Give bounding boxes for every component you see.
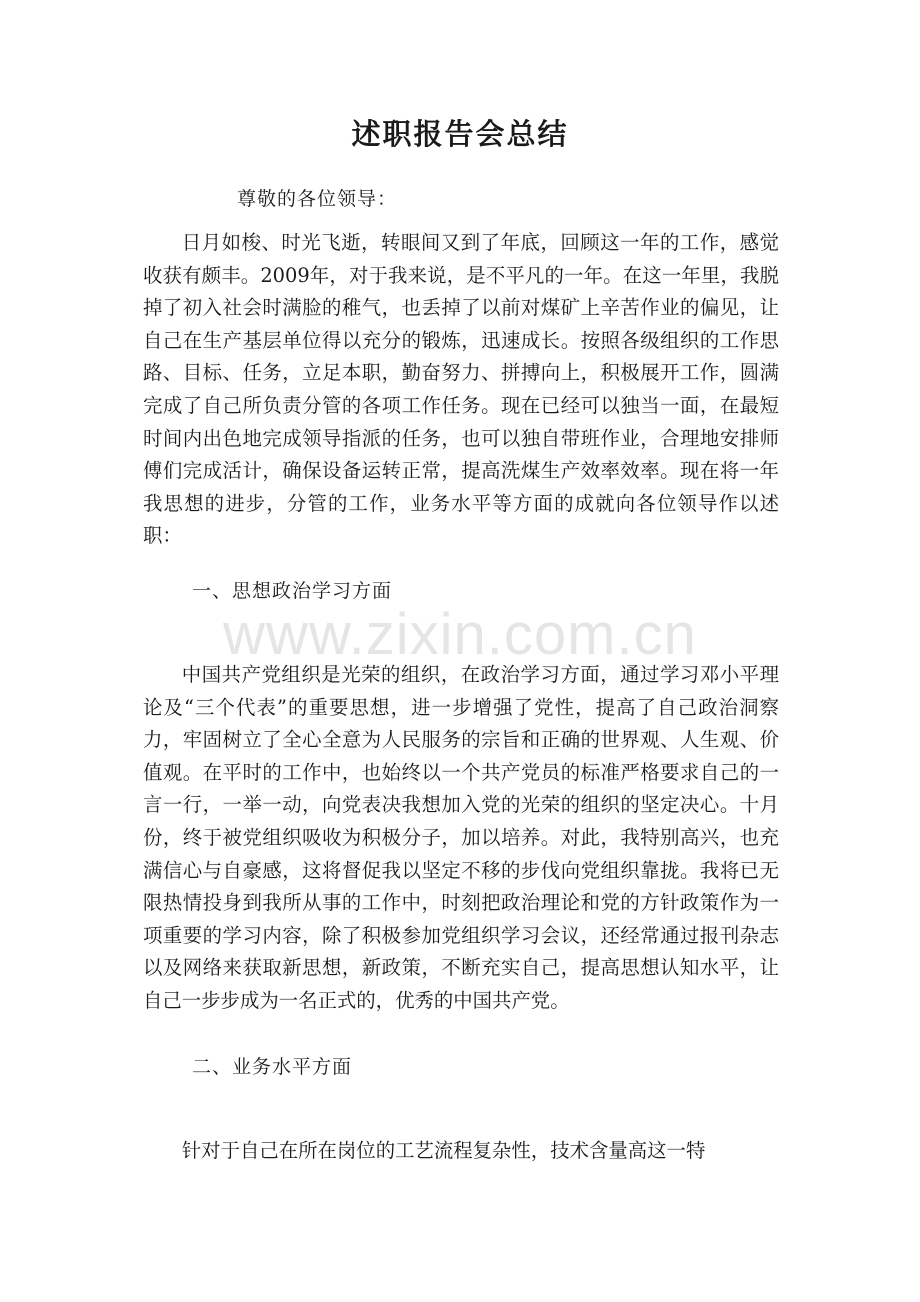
paragraph-business-level: 针对于自己在所在岗位的工艺流程复杂性，技术含量高这一特: [181, 1139, 706, 1162]
salutation: 尊敬的各位领导：: [237, 188, 398, 210]
document-title: 述职报告会总结: [351, 117, 569, 151]
paragraph-intro: 日月如梭、时光飞逝，转眼间又到了年底，回顾这一年的工作，感觉收获有颇丰。2009年，对于我来说，是不平凡的一年。在这一年里，我脱掉了初入社会时满脸的稚气，也丢掉了以前对煤矿上辛苦作业的偏见，让自己在生产基层单位得以充分的锻炼，迅速成长。按照各级组织的工作思路、目标、任务，立足本职，勤奋努力、拼搏向上，积极展开工作，圆满完成了自己所负责分管的各项工作任务。现在已经可以独当一面，在最短时间内出色地完成领导指派的任务，也可以独自带班作业，合理地安排师傅们完成活计，确保设备运转正常，提高洗煤生产效率效率。现在将一年我思想的进步，分管的工作，业务水平等方面的成就向各位领导作以述职：: [143, 231, 779, 548]
section-heading-business-level: 二、业务水平方面: [192, 1056, 353, 1078]
section-heading-political-study: 一、思想政治学习方面: [192, 580, 393, 602]
paragraph-political-study: 中国共产党组织是光荣的组织，在政治学习方面，通过学习邓小平理论及“三个代表”的重要思想，进一步增强了党性，提高了自己政治洞察力，牢固树立了全心全意为人民服务的宗旨和正确的世界观、人生观、价值观。在平时的工作中，也始终以一个共产党员的标准严格要求自己的一言一行，一举一动，向党表决我想加入党的光荣的组织的坚定决心。十月份，终于被党组织吸收为积极分子，加以培养。对此，我特别高兴，也充满信心与自豪感，这将督促我以坚定不移的步伐向党组织靠拢。我将已无限热情投身到我所从事的工作中，时刻把政治理论和党的方针政策作为一项重要的学习内容，除了积极参加党组织学习会议，还经常通过报刊杂志以及网络来获取新思想，新政策，不断充实自己，提高思想认知水平，让自己一步步成为一名正式的，优秀的中国共产党。: [143, 663, 779, 1012]
watermark-text: www.zixin.com.cn: [223, 602, 697, 667]
